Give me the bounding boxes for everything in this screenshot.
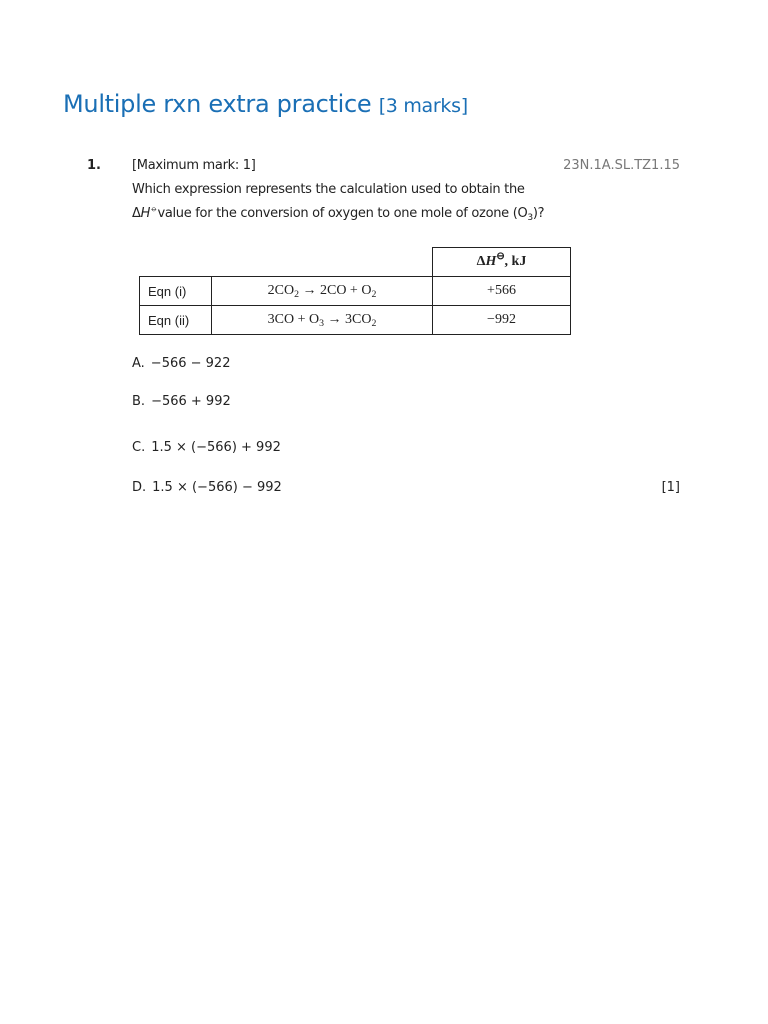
table-row xyxy=(140,306,571,335)
standard-state-symbol: ⦵ xyxy=(150,204,158,214)
option-letter: B. xyxy=(132,394,146,409)
option-text: 1.5 × (−566) + 992 xyxy=(151,440,281,455)
option-a[interactable] xyxy=(132,356,230,371)
table-header-row xyxy=(140,248,571,277)
option-letter: A. xyxy=(132,356,145,371)
table-row-label: Eqn (i) xyxy=(140,277,212,306)
max-mark: [Maximum mark: 1] xyxy=(132,158,256,173)
question-number: 1. xyxy=(87,158,101,173)
table-header-blank xyxy=(140,248,212,277)
enthalpy-table xyxy=(139,247,571,335)
question-code: 23N.1A.SL.TZ1.15 xyxy=(563,158,680,173)
table-row-equation: $2CO_2 \to 2CO + O_2$ xyxy=(212,277,433,306)
option-text: −566 + 992 xyxy=(151,394,231,409)
option-d[interactable] xyxy=(132,480,282,495)
option-text: 1.5 × (−566) − 992 xyxy=(152,480,282,495)
question-line-2-end: )? xyxy=(532,206,545,221)
table-row-value: −992 xyxy=(433,306,571,335)
mark-value: [1] xyxy=(661,480,680,495)
option-text: −566 − 922 xyxy=(150,356,231,371)
option-b[interactable] xyxy=(132,394,231,409)
page-title-text: Multiple rxn extra practice xyxy=(63,90,372,118)
enthalpy-symbol: H xyxy=(140,206,151,221)
table-row xyxy=(140,277,571,306)
page-title xyxy=(63,90,468,118)
table-header-enthalpy: ΔH⊖, kJ xyxy=(433,248,571,277)
ozone-subscript: 3 xyxy=(527,213,533,223)
table-header-blank-2 xyxy=(212,248,433,277)
table-row-value: +566 xyxy=(433,277,571,306)
delta-symbol: Δ xyxy=(132,206,141,221)
page-title-marks: [3 marks] xyxy=(378,95,468,117)
question-line-2 xyxy=(132,206,544,221)
question-line-1: Which expression represents the calculation used to obtain the xyxy=(132,182,525,197)
table-row-equation: $3CO + O_3 \to 3CO_2$ xyxy=(212,306,433,335)
option-letter: D. xyxy=(132,480,147,495)
option-letter: C. xyxy=(132,440,146,455)
question-line-2-text: value for the conversion of oxygen to one mole of ozone (O xyxy=(157,206,528,221)
table-row-label: Eqn (ii) xyxy=(140,306,212,335)
option-c[interactable] xyxy=(132,440,281,455)
